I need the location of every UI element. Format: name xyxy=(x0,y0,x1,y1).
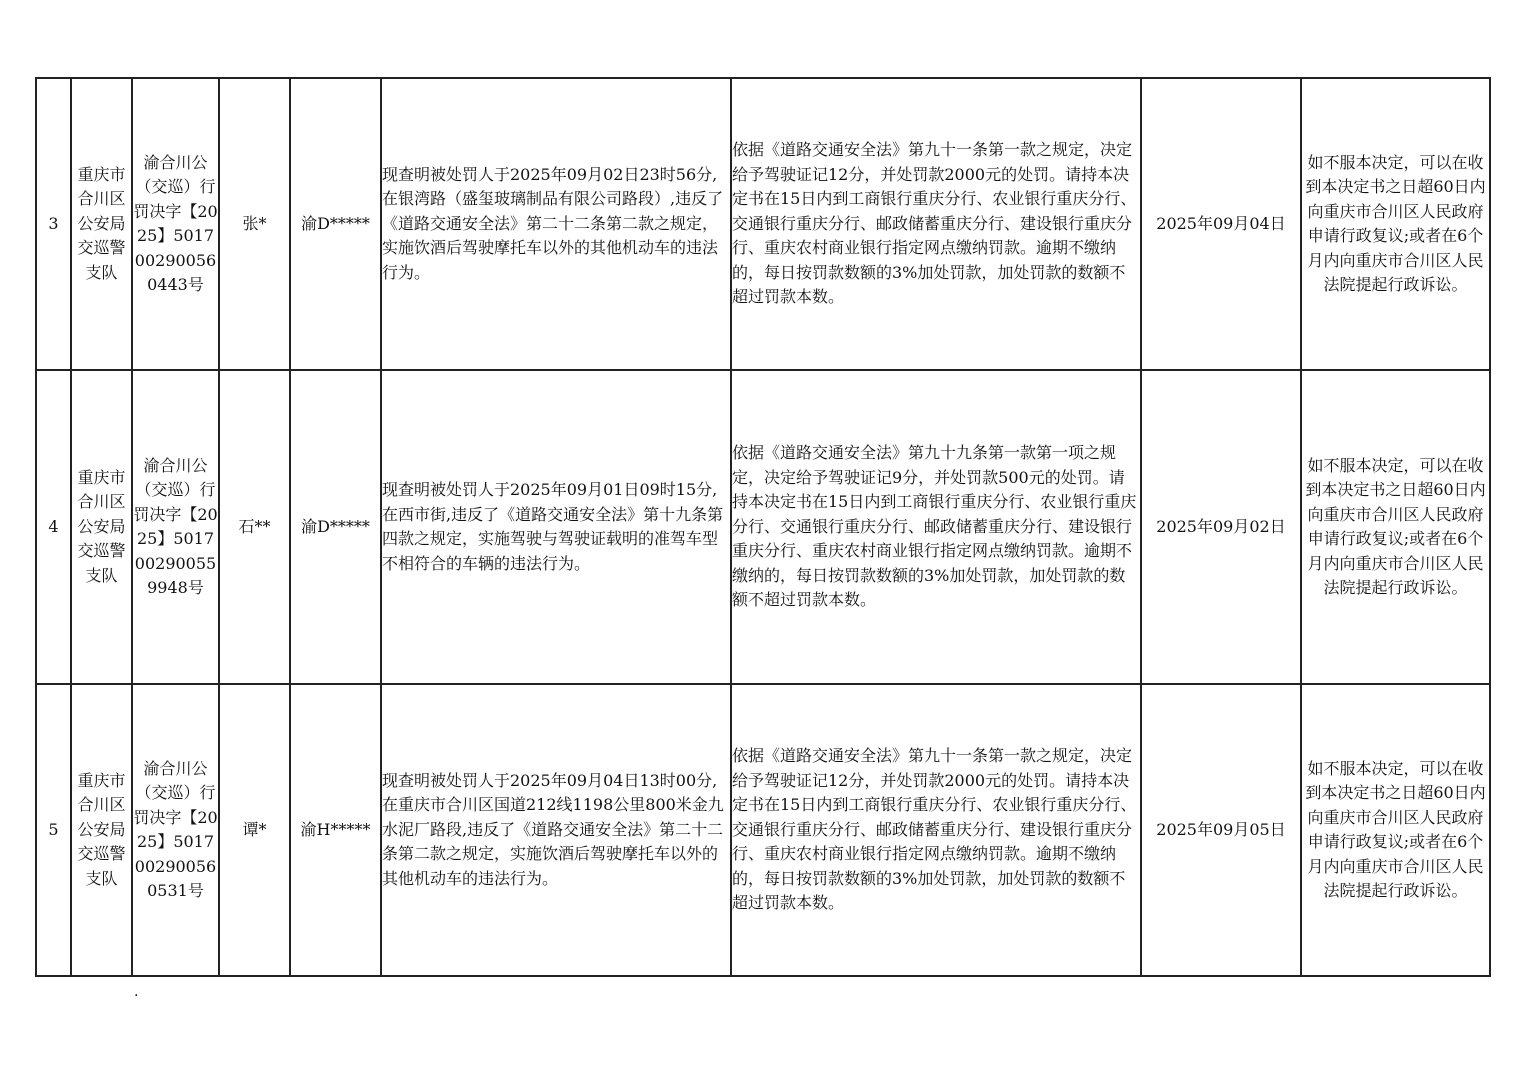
violation-facts: 现查明被处罚人于2025年09月04日13时00分,在重庆市合川区国道212线1198公里800米金九水泥厂路段,违反了《道路交通安全法》第二十二条第二款之规定，实施饮酒后驾驶摩托车以外的其他机动车的违法行为。 xyxy=(381,684,731,976)
penalized-person-name: 谭* xyxy=(219,684,290,976)
decision-document-number: 渝合川公（交巡）行罚决字【2025】5017002900560531号 xyxy=(132,684,219,976)
issuing-agency: 重庆市合川区公安局交巡警支队 xyxy=(71,370,132,684)
penalty-basis: 依据《道路交通安全法》第九十九条第一款第一项之规定，决定给予驾驶证记9分，并处罚款500元的处罚。请持本决定书在15日内到工商银行重庆分行、农业银行重庆分行、交通银行重庆分行、邮政储蓄重庆分行、建设银行重庆分行、重庆农村商业银行指定网点缴纳罚款。逾期不缴纳的，每日按罚款数额的3%加处罚款，加处罚款的数额不超过罚款本数。 xyxy=(731,370,1141,684)
violation-facts: 现查明被处罚人于2025年09月01日09时15分,在西市街,违反了《道路交通安全法》第十九条第四款之规定，实施驾驶与驾驶证载明的准驾车型不相符合的车辆的违法行为。 xyxy=(381,370,731,684)
license-plate: 渝D***** xyxy=(290,370,381,684)
penalty-decision-table xyxy=(35,77,1491,977)
penalty-basis: 依据《道路交通安全法》第九十一条第一款之规定，决定给予驾驶证记12分，并处罚款2000元的处罚。请持本决定书在15日内到工商银行重庆分行、农业银行重庆分行、交通银行重庆分行、邮政储蓄重庆分行、建设银行重庆分行、重庆农村商业银行指定网点缴纳罚款。逾期不缴纳的，每日按罚款数额的3%加处罚款，加处罚款的数额不超过罚款本数。 xyxy=(731,684,1141,976)
decision-date: 2025年09月05日 xyxy=(1141,684,1301,976)
row-index: 4 xyxy=(36,370,71,684)
penalized-person-name: 石** xyxy=(219,370,290,684)
penalized-person-name: 张* xyxy=(219,78,290,370)
trailing-mark: . xyxy=(134,984,139,1000)
penalty-basis: 依据《道路交通安全法》第九十一条第一款之规定，决定给予驾驶证记12分，并处罚款2000元的处罚。请持本决定书在15日内到工商银行重庆分行、农业银行重庆分行、交通银行重庆分行、邮政储蓄重庆分行、建设银行重庆分行、重庆农村商业银行指定网点缴纳罚款。逾期不缴纳的，每日按罚款数额的3%加处罚款，加处罚款的数额不超过罚款本数。 xyxy=(731,78,1141,370)
row-index: 5 xyxy=(36,684,71,976)
decision-document-number: 渝合川公（交巡）行罚决字【2025】5017002900559948号 xyxy=(132,370,219,684)
violation-facts: 现查明被处罚人于2025年09月02日23时56分,在银湾路（盛玺玻璃制品有限公司路段）,违反了《道路交通安全法》第二十二条第二款之规定，实施饮酒后驾驶摩托车以外的其他机动车的违法行为。 xyxy=(381,78,731,370)
decision-date: 2025年09月02日 xyxy=(1141,370,1301,684)
license-plate: 渝H***** xyxy=(290,684,381,976)
license-plate: 渝D***** xyxy=(290,78,381,370)
row-index: 3 xyxy=(36,78,71,370)
issuing-agency: 重庆市合川区公安局交巡警支队 xyxy=(71,684,132,976)
legal-remedy: 如不服本决定，可以在收到本决定书之日超60日内向重庆市合川区人民政府申请行政复议;或者在6个月内向重庆市合川区人民法院提起行政诉讼。 xyxy=(1301,684,1490,976)
issuing-agency: 重庆市合川区公安局交巡警支队 xyxy=(71,78,132,370)
table-row xyxy=(36,370,1490,684)
decision-date: 2025年09月04日 xyxy=(1141,78,1301,370)
legal-remedy: 如不服本决定，可以在收到本决定书之日超60日内向重庆市合川区人民政府申请行政复议;或者在6个月内向重庆市合川区人民法院提起行政诉讼。 xyxy=(1301,370,1490,684)
decision-document-number: 渝合川公（交巡）行罚决字【2025】5017002900560443号 xyxy=(132,78,219,370)
table-row xyxy=(36,78,1490,370)
legal-remedy: 如不服本决定，可以在收到本决定书之日超60日内向重庆市合川区人民政府申请行政复议;或者在6个月内向重庆市合川区人民法院提起行政诉讼。 xyxy=(1301,78,1490,370)
table-row xyxy=(36,684,1490,976)
